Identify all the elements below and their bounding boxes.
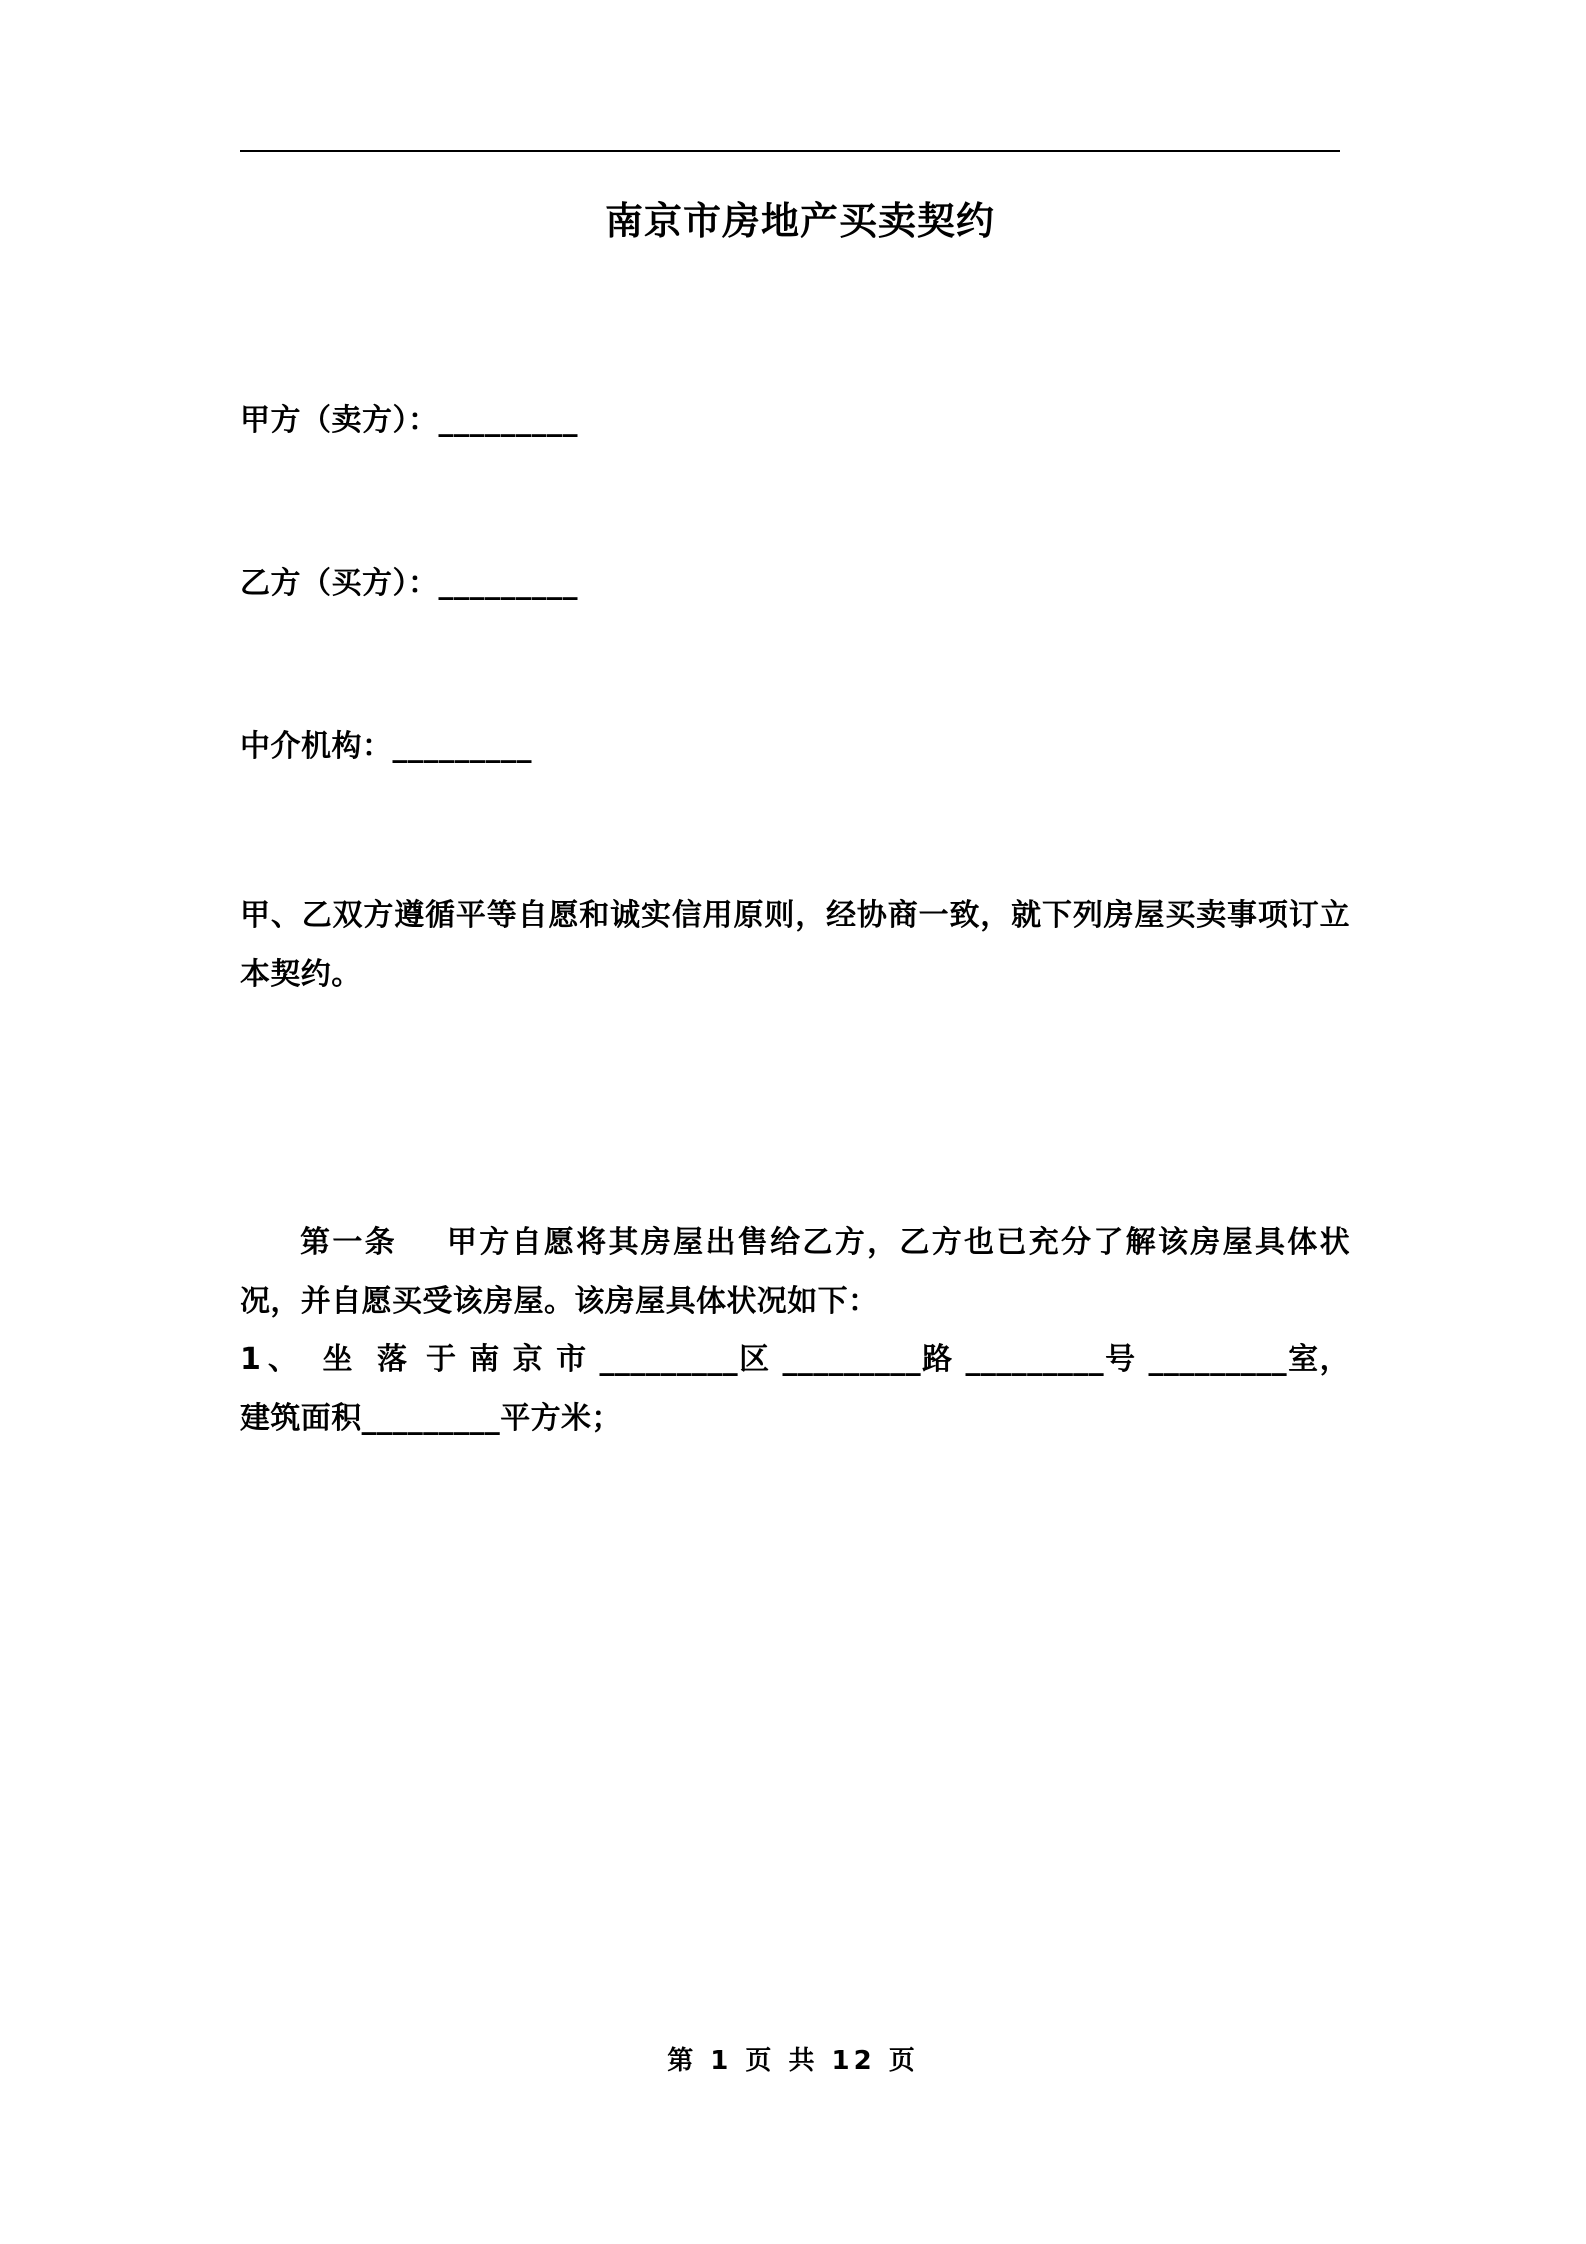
field-seller-blank: _________	[438, 403, 578, 439]
spacer	[240, 1004, 1350, 1154]
field-agency-blank: _________	[392, 729, 532, 765]
item-location	[240, 1331, 1350, 1448]
clause-one-text: 甲方自愿将其房屋出售给乙方，乙方也已充分了解该房屋具体状况，并自愿买受该房屋。该房屋具体状况如下：	[240, 1225, 1350, 1319]
field-agency-label: 中介机构：	[240, 729, 393, 765]
item-location-text: 于 南 京 市 _________区 _________路 _________号 _________室，建筑面积_________平方米；	[240, 1342, 1350, 1436]
field-buyer-label: 乙方（买方）：	[240, 566, 439, 602]
spacer	[240, 248, 1350, 398]
field-buyer-blank: _________	[438, 566, 578, 602]
item-location-prefix: 1、 坐 落	[240, 1342, 415, 1378]
field-agency	[240, 724, 1350, 769]
page-footer: 第 1 页 共 12 页	[667, 2046, 919, 2076]
page-title: 南京市房地产买卖契约	[604, 199, 995, 243]
intro-paragraph: 甲、乙双方遵循平等自愿和诚实信用原则，经协商一致，就下列房屋买卖事项订立本契约。	[240, 898, 1350, 992]
spacer	[240, 606, 1350, 724]
field-seller	[240, 398, 1350, 443]
clause-one-number: 第一条	[300, 1225, 397, 1261]
field-seller-label: 甲方（卖方）：	[240, 403, 439, 439]
field-buyer	[240, 561, 1350, 606]
spacer	[240, 443, 1350, 561]
document-body	[240, 195, 1350, 1448]
header-divider	[240, 150, 1340, 152]
clause-one	[240, 1214, 1350, 1331]
spacer	[240, 769, 1350, 887]
spacer	[240, 1154, 1350, 1214]
